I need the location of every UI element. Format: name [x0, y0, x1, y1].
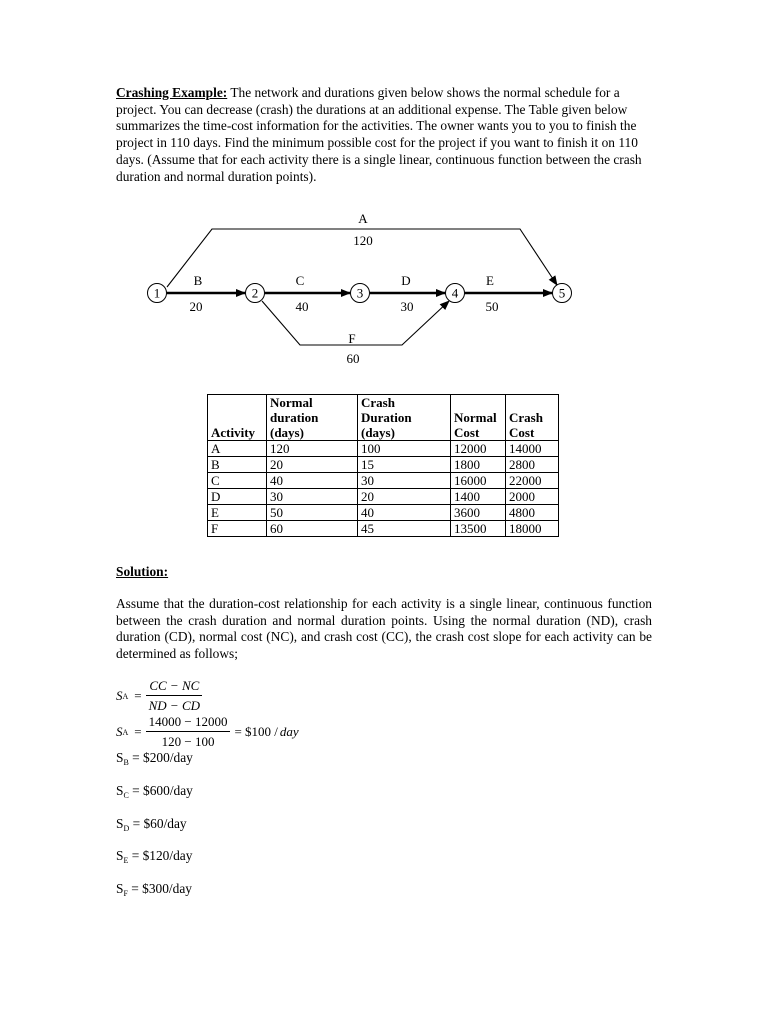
node-5-label: 5 [558, 285, 566, 301]
slope-formula-a: S A = $\frac{14000 - 12000}{120 - 100}$ = $100 / day [116, 714, 299, 749]
example-title: Crashing Example: [116, 85, 228, 100]
activity-e-duration: 50 [485, 299, 499, 314]
solution-paragraph: Assume that the duration-cost relationship for each activity is a single linear, continuous function between the crash duration and normal duration points. Using the normal duration (ND), crash duration (CD), normal cost (NC), and crash cost (CC), the crash cost slope for each activity can be determined as follows; [116, 596, 652, 662]
table-row: A 120 100 12000 14000 [208, 441, 559, 457]
node-3-label: 3 [356, 285, 364, 301]
activity-b-label: B [193, 273, 203, 288]
solution-heading: Solution: [116, 564, 169, 579]
table-row: E 50 40 3600 4800 [208, 505, 559, 521]
activity-c-duration: 40 [295, 299, 309, 314]
activity-d-label: D [401, 273, 411, 288]
general-fraction: $\frac{CC - NC}{ND - CD}$ [146, 678, 203, 714]
slope-d: $S_D$ = $60/day [116, 816, 187, 833]
activity-b-duration: 20 [189, 299, 203, 314]
time-cost-table [207, 394, 559, 537]
slope-c: $S_C$ = $600/day [116, 783, 193, 800]
table-header-row [208, 395, 559, 441]
header-activity: Activity [208, 395, 267, 441]
activity-a-duration: 120 [353, 233, 373, 248]
header-crash-cost: Crash Cost [506, 395, 559, 441]
header-normal-duration: Normal duration (days) [267, 395, 358, 441]
table-row: C 40 30 16000 22000 [208, 473, 559, 489]
activity-d-duration: 30 [400, 299, 414, 314]
node-1-label: 1 [153, 285, 161, 301]
slope-b: $S_B$ = $200/day [116, 750, 193, 767]
a-fraction: $\frac{14000 - 12000}{120 - 100}$ [146, 714, 231, 750]
slope-f: $S_F$ = $300/day [116, 881, 192, 898]
problem-statement [116, 85, 656, 185]
network-diagram [0, 200, 768, 380]
node-4-label: 4 [451, 285, 459, 301]
slope-formula-general: S A = $\frac{CC - NC}{ND - CD}$ [116, 678, 207, 714]
activity-f-duration: 60 [346, 351, 360, 366]
header-normal-cost: Normal Cost [451, 395, 506, 441]
table-row: B 20 15 1800 2800 [208, 457, 559, 473]
activity-e-label: E [486, 273, 494, 288]
problem-text: The network and durations given below shows the normal schedule for a project. You can decrease (crash) the durations at an additional expense. The Table given below summarizes the time-cost information for the activities. The owner wants you to you to finish the project in 110 days. Find the minimum possible cost for the project if you want to finish it on 110 days. (Assume that for each activity there is a single linear, continuous function between the crash duration and normal duration points). [116, 85, 642, 184]
activity-f-label: F [348, 331, 356, 346]
slope-e: $S_E$ = $120/day [116, 848, 193, 865]
node-2-label: 2 [251, 285, 259, 301]
table-row: F 60 45 13500 18000 [208, 521, 559, 537]
table-row: D 30 20 1400 2000 [208, 489, 559, 505]
activity-c-label: C [295, 273, 305, 288]
activity-a-label: A [358, 211, 368, 226]
header-crash-duration: Crash Duration (days) [358, 395, 451, 441]
